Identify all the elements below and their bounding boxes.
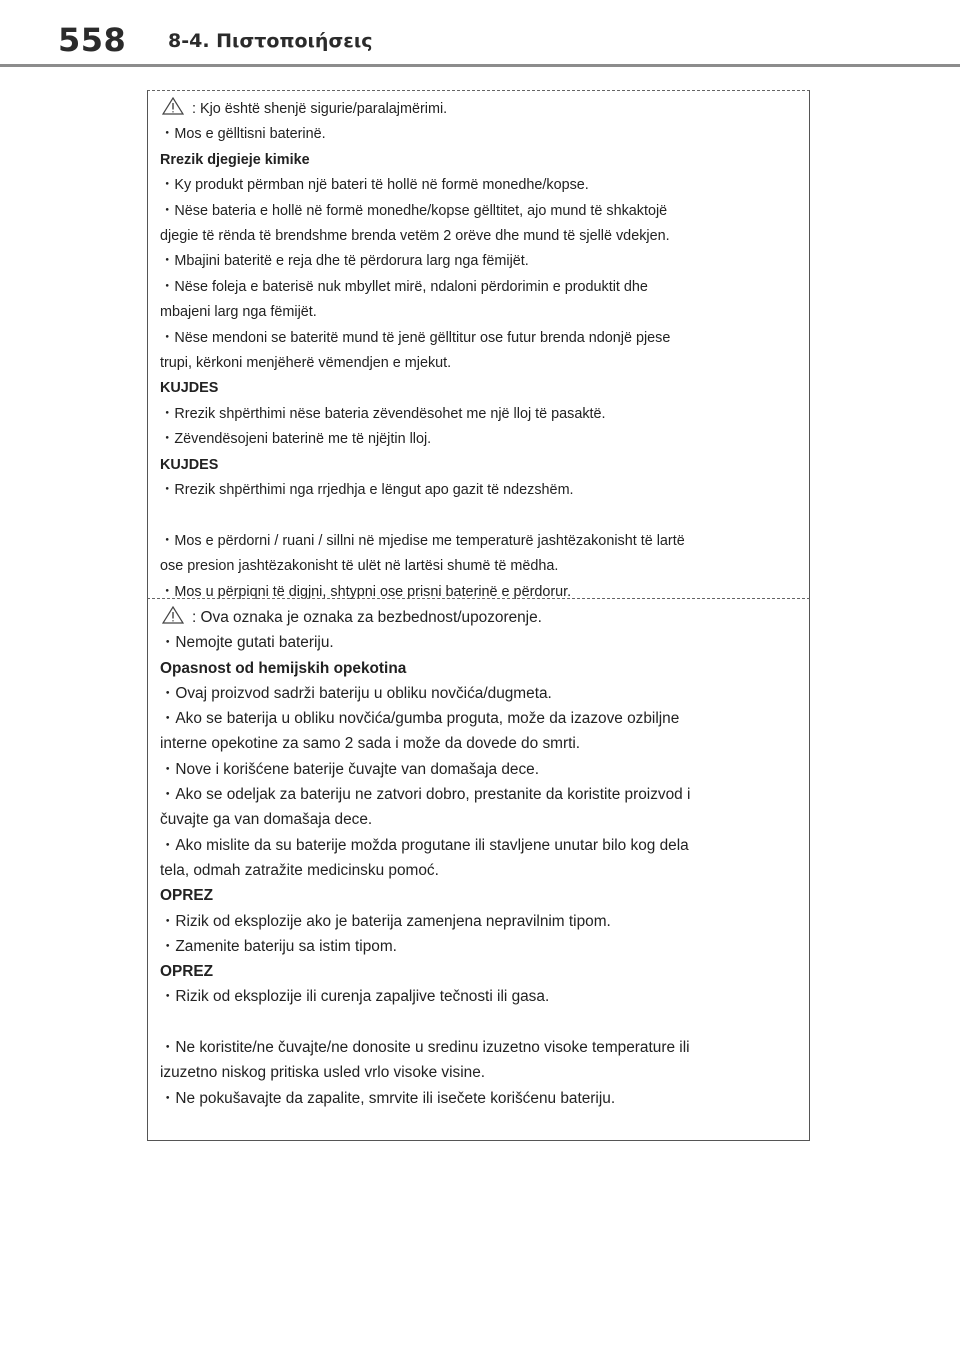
text-line: [160, 757, 801, 782]
line-text: OPREZ: [160, 887, 214, 905]
text-line: [160, 402, 801, 427]
text-line: [160, 1086, 801, 1111]
line-text: ・Rrezik shpërthimi nëse bateria zëvendësohet me një lloj të pasaktë.: [160, 405, 606, 422]
line-text: izuzetno niskog pritiska usled vrlo visoke visine.: [160, 1064, 486, 1082]
heading-line: [160, 656, 801, 681]
line-text: čuvajte ga van domašaja dece.: [160, 811, 373, 829]
line-text: trupi, kërkoni menjëherë vëmendjen e mjekut.: [160, 355, 452, 372]
heading-line: [160, 453, 801, 478]
serbian-warning-text: [160, 605, 801, 1111]
blank-line: [160, 504, 801, 529]
page-header: [0, 0, 960, 66]
text-line: [160, 1035, 801, 1060]
text-line: [160, 858, 801, 883]
text-line: [160, 681, 801, 706]
heading-line: [160, 148, 801, 173]
heading-line: [160, 959, 801, 984]
line-text: ・Mos e përdorni / ruani / sillni në mjedise me temperaturë jashtëzakonisht të lartë: [160, 532, 685, 549]
line-text: ose presion jashtëzakonisht të ulët në lartësi shumë të mëdha.: [160, 558, 559, 575]
line-text: mbajeni larg nga fëmijët.: [160, 304, 317, 321]
line-text: ・Mbajini bateritë e reja dhe të përdorura larg nga fëmijët.: [160, 253, 529, 270]
text-line: [160, 427, 801, 452]
line-text: ・Zëvendësojeni baterinë me të njëjtin lloj.: [160, 431, 432, 448]
text-line: [160, 249, 801, 274]
text-line: [160, 97, 801, 122]
text-line: [160, 529, 801, 554]
text-line: [160, 706, 801, 731]
line-text: KUJDES: [160, 380, 219, 397]
text-line: [160, 1060, 801, 1085]
text-line: [160, 122, 801, 147]
text-line: [160, 984, 801, 1009]
line-text: ・Nëse bateria e hollë në formë monedhe/kopse gëlltitet, ajo mund të shkaktojë: [160, 202, 668, 219]
text-line: [160, 630, 801, 655]
text-line: [160, 199, 801, 224]
line-text: ・Nove i korišćene baterije čuvajte van domašaja dece.: [160, 760, 539, 778]
text-line: [160, 731, 801, 756]
line-text: tela, odmah zatražite medicinsku pomoć.: [160, 861, 439, 879]
text-line: [160, 934, 801, 959]
line-text: ・Ako se baterija u obliku novčića/gumba proguta, može da izazove ozbiljne: [160, 710, 680, 728]
line-text: interne opekotine za samo 2 sada i može da dovede do smrti.: [160, 735, 581, 753]
albanian-warning-text: [160, 97, 801, 605]
line-text: Opasnost od hemijskih opekotina: [160, 659, 407, 677]
line-text: ・Nëse mendoni se bateritë mund të jenë gëlltitur ose futur brenda ndonjë pjese: [160, 329, 671, 346]
line-text: ・Rizik od eksplozije ako je baterija zamenjena nepravilnim tipom.: [160, 912, 611, 930]
heading-line: [160, 376, 801, 401]
line-text: ・Ne koristite/ne čuvajte/ne donosite u sredinu izuzetno visoke temperature ili: [160, 1039, 690, 1057]
line-text: ・Ovaj proizvod sadrži bateriju u obliku novčića/dugmeta.: [160, 684, 552, 702]
section-title: 8-4. Πιστοποιήσεις: [168, 30, 373, 52]
warning-triangle-icon: [162, 97, 184, 115]
line-text: ・Rrezik shpërthimi nga rrjedhja e lëngut apo gazit të ndezshëm.: [160, 482, 574, 499]
line-text: ・Ako mislite da su baterije možda progutane ili stavljene unutar bilo kog dela: [160, 836, 689, 854]
heading-line: [160, 883, 801, 908]
line-text: ・Ako se odeljak za bateriju ne zatvori dobro, prestanite da koristite proizvod i: [160, 786, 691, 804]
text-line: [160, 224, 801, 249]
text-line: [160, 807, 801, 832]
line-text: ・Nemojte gutati bateriju.: [160, 634, 334, 652]
blank-line: [160, 1010, 801, 1035]
line-text: ・Mos u përpiqni të digjni, shtypni ose prisni baterinë e përdorur.: [160, 583, 572, 600]
line-text: KUJDES: [160, 456, 219, 473]
line-text: ・Rizik od eksplozije ili curenja zapaljive tečnosti ili gasa.: [160, 988, 550, 1006]
text-line: [160, 275, 801, 300]
text-line: [160, 833, 801, 858]
line-text: ・Ky produkt përmban një bateri të hollë në formë monedhe/kopse.: [160, 177, 589, 194]
line-text: ・Ne pokušavajte da zapalite, smrvite ili isečete korišćenu bateriju.: [160, 1089, 616, 1107]
line-text: ・Nëse foleja e baterisë nuk mbyllet mirë, ndaloni përdorimin e produktit dhe: [160, 278, 648, 295]
line-text: : Ova oznaka je oznaka za bezbednost/upozorenje.: [192, 609, 542, 626]
text-line: [160, 326, 801, 351]
header-divider: [0, 64, 960, 67]
warning-triangle-icon: [162, 606, 184, 624]
text-line: [160, 554, 801, 579]
text-line: [160, 478, 801, 503]
line-text: ・Mos e gëlltisni baterinë.: [160, 126, 326, 143]
page-number: 558: [58, 21, 127, 59]
line-text: OPREZ: [160, 963, 214, 981]
line-text: djegie të rënda të brendshme brenda vetëm 2 orëve dhe mund të sjellë vdekjen.: [160, 228, 670, 245]
line-text: : Kjo është shenjë sigurie/paralajmërimi.: [192, 101, 448, 117]
line-text: ・Zamenite bateriju sa istim tipom.: [160, 937, 397, 955]
serbian-warning-box: [147, 598, 810, 1141]
text-line: [160, 909, 801, 934]
text-line: [160, 173, 801, 198]
text-line: [160, 351, 801, 376]
text-line: [160, 605, 801, 630]
line-text: Rrezik djegieje kimike: [160, 151, 310, 168]
text-line: [160, 300, 801, 325]
text-line: [160, 782, 801, 807]
albanian-warning-box: [147, 90, 810, 598]
